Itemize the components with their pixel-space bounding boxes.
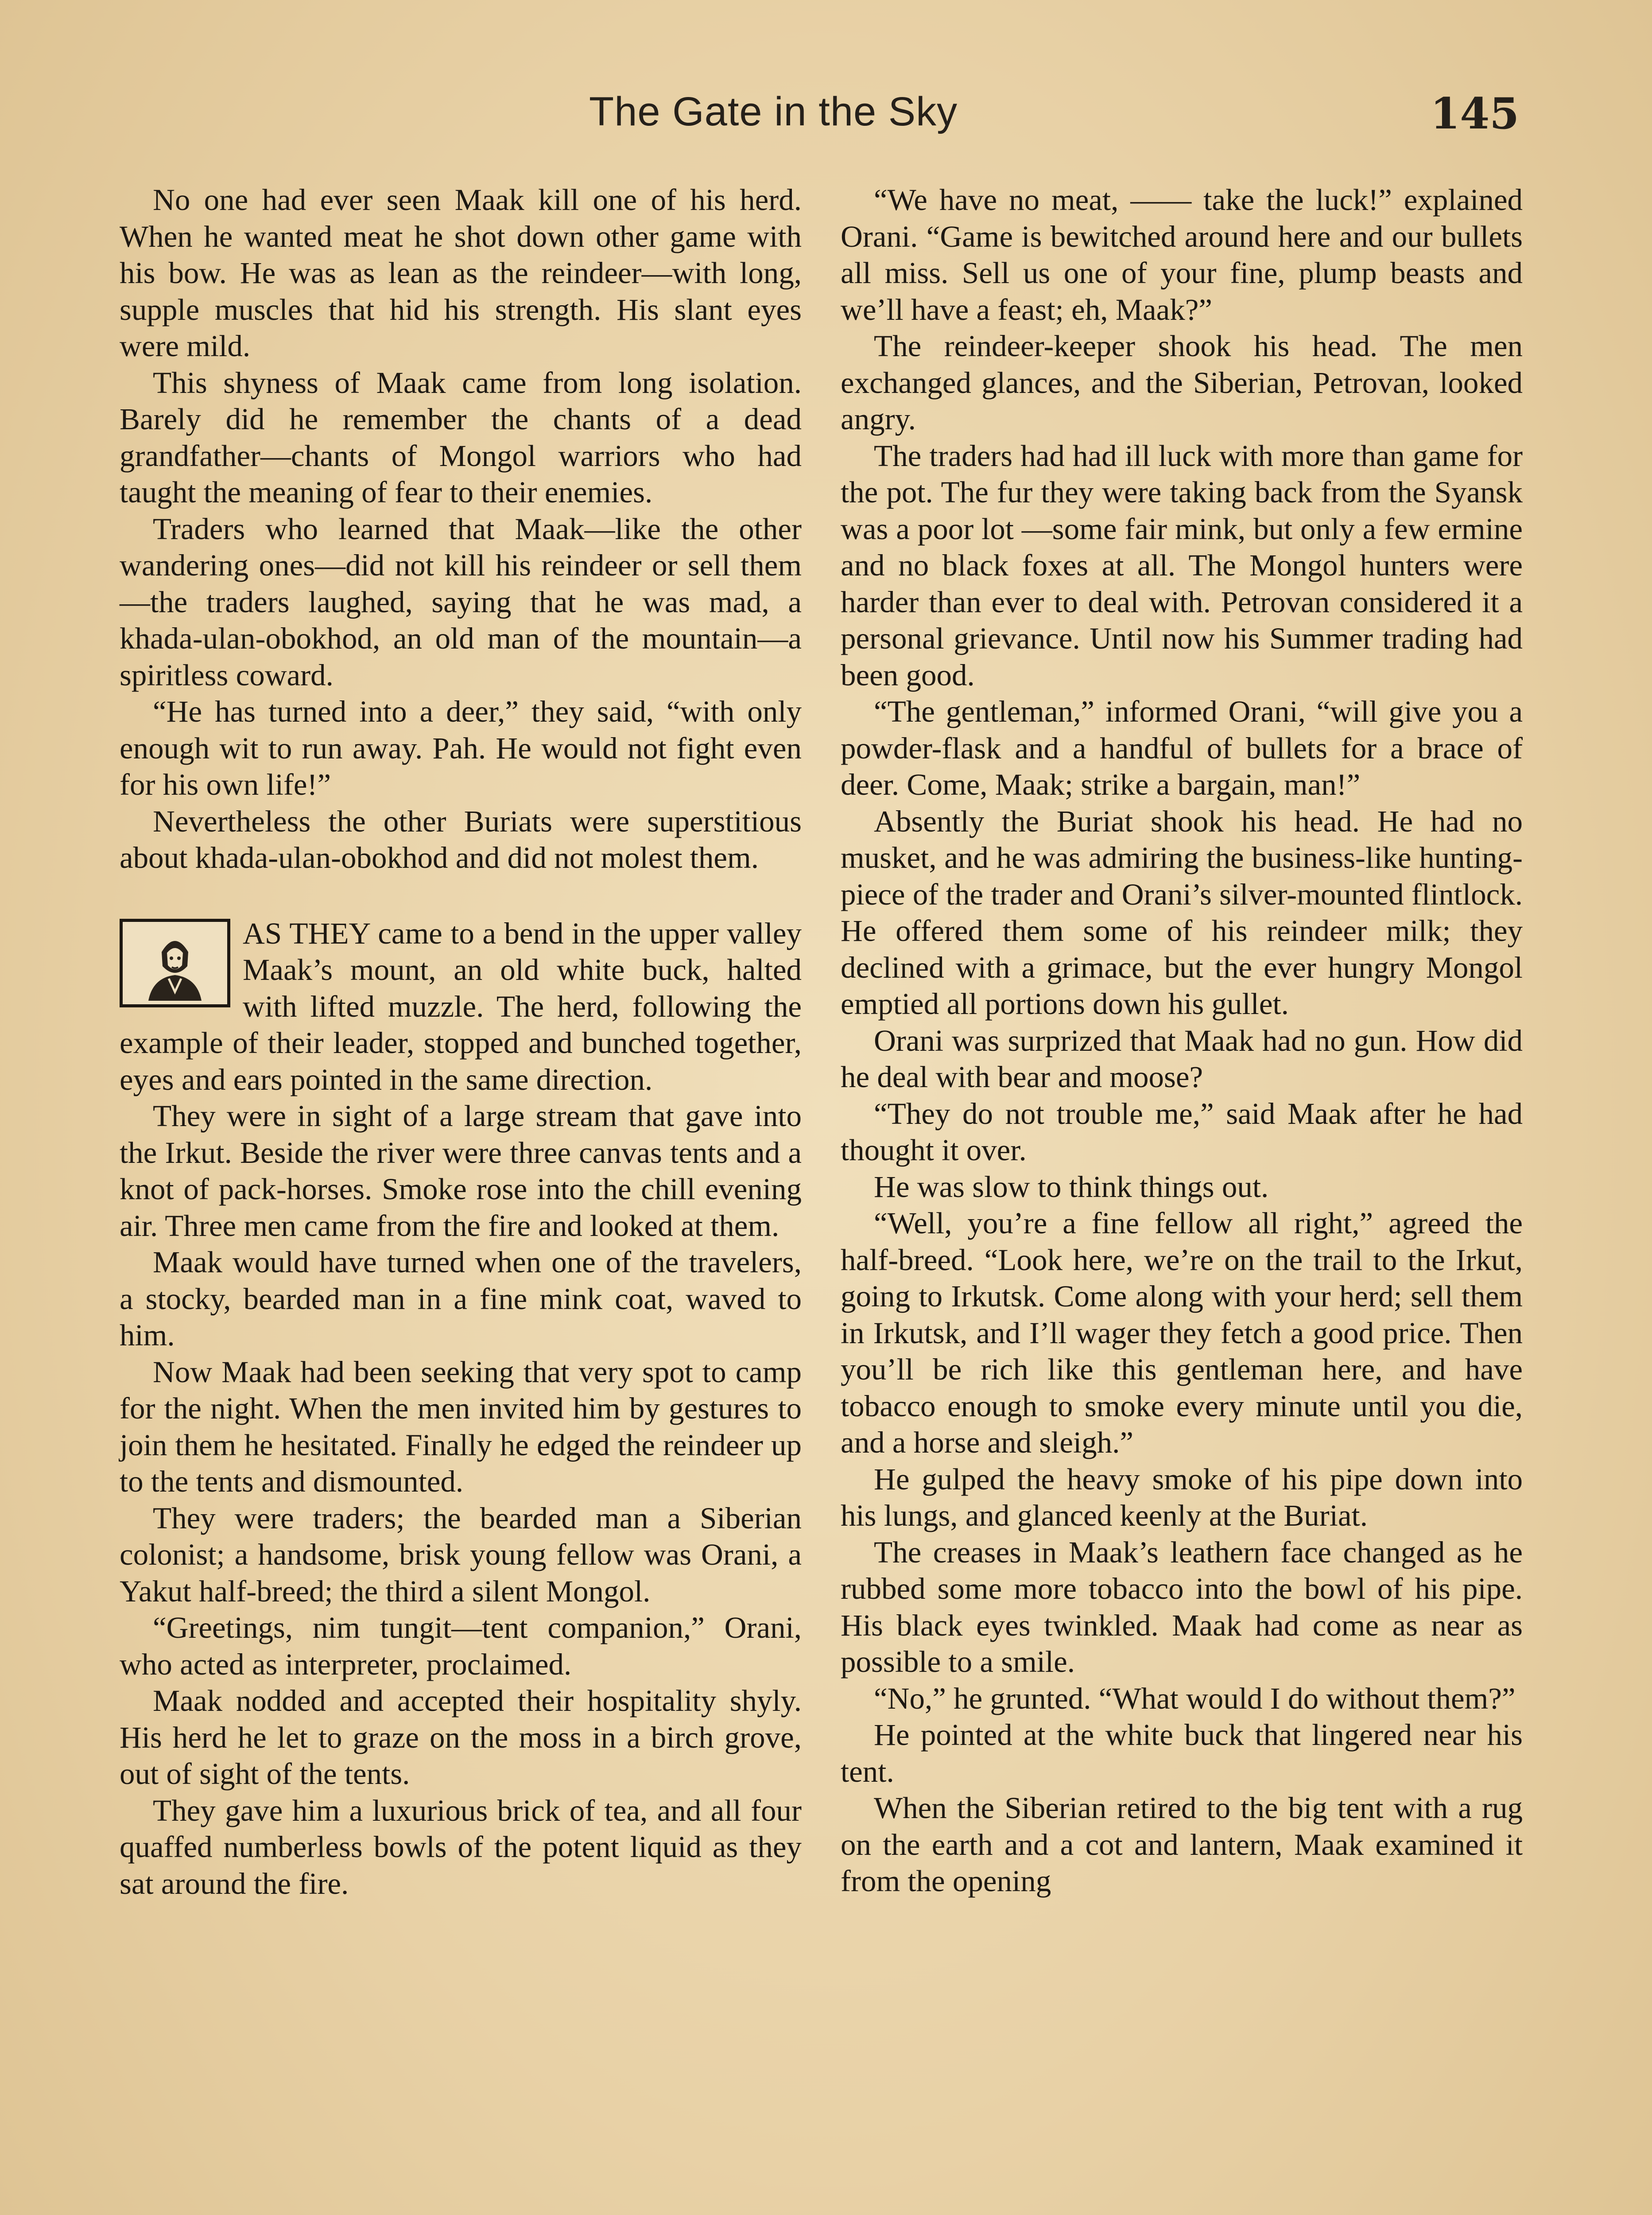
page-number: 145: [1430, 89, 1519, 139]
paragraph: The creases in Maak’s leathern face changed as he rubbed some more tobacco into the bowl of his pipe. His black eyes twinkled. Maak had come as near as possible to a smile.: [841, 1535, 1523, 1679]
paragraph: Absently the Buriat shook his head. He had no musket, and he was admiring the business-like hunting-piece of the trader and Orani’s silver-mounted flintlock. He offered them some of his reindeer milk; they declined with a grimace, but the ever hungry Mongol emptied all portions down his gullet.: [841, 804, 1523, 1021]
paragraph: They were in sight of a large stream that gave into the Irkut. Beside the river were three canvas tents and a knot of pack-horses. Smoke rose into the chill evening air. Three men came from the fire and looked at them.: [120, 1099, 802, 1243]
paragraph: “No,” he grunted. “What would I do without them?”: [874, 1681, 1516, 1715]
paragraph: They gave him a luxurious brick of tea, and all four quaffed numberless bowls of the potent liquid as they sat around the fire.: [120, 1793, 802, 1900]
section-opening: [120, 915, 802, 1098]
paragraph: Maak nodded and accepted their hospitality shyly. His herd he let to graze on the moss in a birch grove, out of sight of the tents.: [120, 1684, 802, 1791]
section-break: [120, 876, 802, 911]
paragraph: This shyness of Maak came from long isolation. Barely did he remember the chants of a dead grandfather—chants of Mongol warriors who had taught the meaning of fear to their enemies.: [120, 365, 802, 509]
paragraph: They were traders; the bearded man a Siberian colonist; a handsome, brisk young fellow was Orani, a Yakut half-breed; the third a silent Mongol.: [120, 1501, 802, 1608]
running-header: [589, 89, 1519, 146]
paragraph: “The gentleman,” informed Orani, “will give you a powder-flask and a handful of bullets for a brace of deer. Come, Maak; strike a bargain, man!”: [841, 695, 1523, 801]
paragraph: He pointed at the white buck that lingered near his tent.: [841, 1718, 1523, 1788]
paragraph: Nevertheless the other Buriats were superstitious about khada-ulan-obokhod and did not molest them.: [120, 804, 802, 874]
left-column: [120, 182, 802, 1902]
paragraph: “Greetings, nim tungit—tent companion,” Orani, who acted as interpreter, proclaimed.: [120, 1611, 802, 1681]
portrait-icon: [120, 919, 230, 1007]
right-column: [841, 182, 1523, 1900]
paragraph: No one had ever seen Maak kill one of his herd. When he wanted meat he shot down other game with his bow. He was as lean as the reindeer—with long, supple muscles that hid his strength. His slant eyes were mild.: [120, 183, 802, 363]
page-title: The Gate in the Sky: [589, 89, 958, 134]
paragraph: When the Siberian retired to the big tent with a rug on the earth and a cot and lantern, Maak examined it from the opening: [841, 1791, 1523, 1898]
paragraph: Now Maak had been seeking that very spot to camp for the night. When the men invited him by gestures to join them he hesitated. Finally he edged the reindeer up to the tents and dismounted.: [120, 1355, 802, 1498]
paragraph: The reindeer-keeper shook his head. The men exchanged glances, and the Siberian, Petrovan, looked angry.: [841, 329, 1523, 436]
paragraph: Orani was surprized that Maak had no gun. How did he deal with bear and moose?: [841, 1023, 1523, 1094]
paragraph: He was slow to think things out.: [874, 1170, 1269, 1204]
paragraph: Traders who learned that Maak—like the other wandering ones—did not kill his reindeer or sell them—the traders laughed, saying that he was mad, a khada-ulan-obokhod, an old man of the mountain—a spiritless coward.: [120, 512, 802, 692]
paragraph: AS THEY came to a bend in the upper valley Maak’s mount, an old white buck, halted with lifted muzzle. The herd, following the example of their leader, stopped and bunched together, eyes and ears pointed in the same direction.: [120, 916, 802, 1096]
paragraph: “They do not trouble me,” said Maak after he had thought it over.: [841, 1096, 1523, 1167]
paragraph: He gulped the heavy smoke of his pipe down into his lungs, and glanced keenly at the Buriat.: [841, 1462, 1523, 1532]
paragraph: “We have no meat, —— take the luck!” explained Orani. “Game is bewitched around here and our bullets all miss. Sell us one of your fine, plump beasts and we’ll have a feast; eh, Maak?”: [841, 183, 1523, 326]
paragraph: The traders had had ill luck with more than game for the pot. The fur they were taking back from the Syansk was a poor lot —some fair mink, but only a few ermine and no black foxes at all. The Mongol hunters were harder than ever to deal with. Petrovan considered it a personal grievance. Until now his Summer trading had been good.: [841, 439, 1523, 692]
paragraph: Maak would have turned when one of the travelers, a stocky, bearded man in a fine mink coat, waved to him.: [120, 1245, 802, 1352]
paragraph: “He has turned into a deer,” they said, “with only enough wit to run away. Pah. He would not fight even for his own life!”: [120, 695, 802, 801]
paragraph: “Well, you’re a fine fellow all right,” agreed the half-breed. “Look here, we’re on the trail to the Irkut, going to Irkutsk. Come along with your herd; sell them in Irkutsk, and I’ll wager they fetch a good price. Then you’ll be rich like this gentleman here, and have tobacco enough to smoke every minute until you die, and a horse and sleigh.”: [841, 1206, 1523, 1459]
